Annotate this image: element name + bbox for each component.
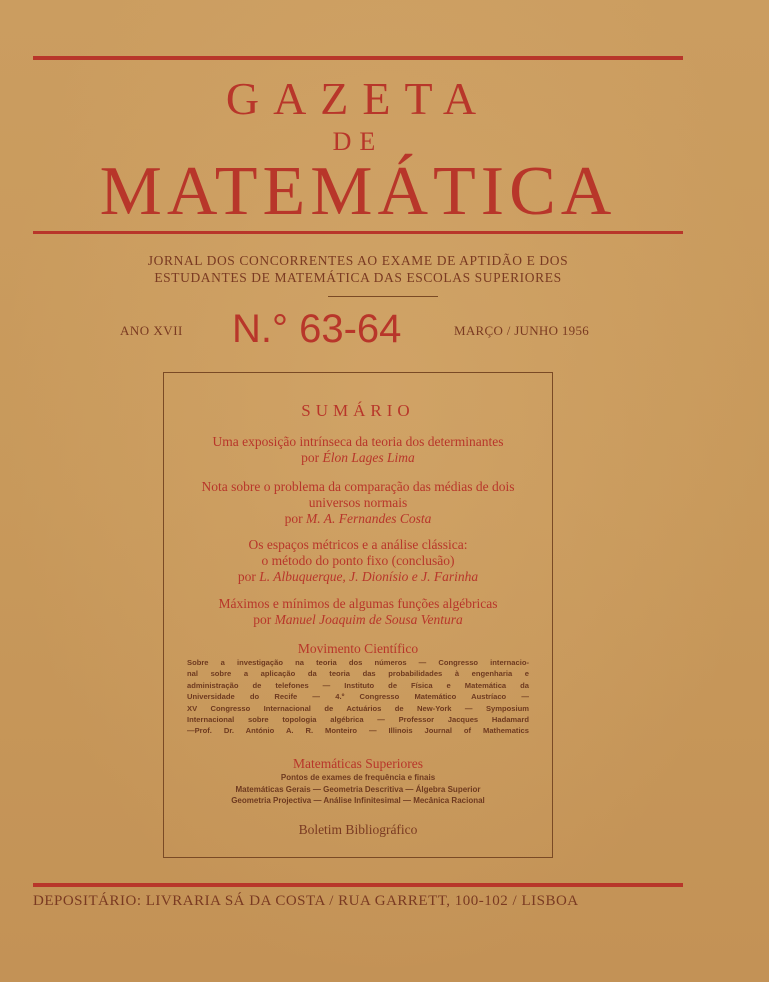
- subtitle-divider: [328, 296, 438, 297]
- author-prefix: por: [284, 511, 303, 526]
- movimento-line: nal sobre a aplicação da teoria das probabilidades à engenharia e: [187, 669, 529, 679]
- article-title: Nota sobre o problema da comparação das médias de dois: [201, 479, 515, 494]
- article-title-cont: o método do ponto fixo (conclusão): [261, 553, 455, 568]
- issue-year: ANO XVII: [120, 323, 183, 338]
- movimento-list: [187, 657, 529, 737]
- movimento-line: —Prof. Dr. António A. R. Monteiro — Illinois Journal of Mathematics: [187, 726, 529, 736]
- boletim-bibliografico: Boletim Bibliográfico: [298, 822, 418, 837]
- superiores-line: Pontos de exames de frequência e finais: [280, 773, 436, 782]
- title-rule: [33, 231, 683, 234]
- article-2: [163, 479, 553, 527]
- article-title: Uma exposição intrínseca da teoria dos determinantes: [212, 434, 504, 449]
- article-author: Élon Lages Lima: [322, 450, 415, 465]
- superiores-heading: Matemáticas Superiores: [292, 756, 424, 771]
- superiores-line: Geometria Projectiva — Análise Infinitesimal — Mecânica Racional: [231, 796, 485, 805]
- title-de: DE: [332, 127, 384, 156]
- title-matematica: MATEMÁTICA: [99, 153, 617, 230]
- movimento-line: Internacional sobre topologia algébrica — Professor Jacques Hadamard: [187, 715, 529, 725]
- depositario: DEPOSITÁRIO: LIVRARIA SÁ DA COSTA / RUA GARRETT, 100-102 / LISBOA: [33, 893, 579, 909]
- movimento-line: XV Congresso Internacional de Actuários de New-York — Symposium: [187, 703, 529, 713]
- article-4: [163, 596, 553, 628]
- article-title: Máximos e mínimos de algumas funções algébricas: [218, 596, 498, 611]
- article-1: [163, 434, 553, 466]
- summary-title: SUMÁRIO: [301, 401, 415, 420]
- title-gazeta: GAZETA: [225, 73, 491, 124]
- subtitle: [0, 252, 716, 286]
- article-title-cont: universos normais: [308, 495, 408, 510]
- author-prefix: por: [301, 450, 320, 465]
- article-title: Os espaços métricos e a análise clássica:: [248, 537, 468, 552]
- superiores-line: Matemáticas Gerais — Geometria Descritiva — Álgebra Superior: [235, 784, 481, 794]
- superiores-list: [163, 772, 553, 807]
- issue-number: N.° 63-64: [232, 307, 402, 351]
- author-prefix: por: [237, 569, 256, 584]
- bottom-rule: [33, 883, 683, 887]
- movimento-heading: Movimento Científico: [297, 641, 419, 656]
- article-author: M. A. Fernandes Costa: [306, 511, 432, 526]
- author-prefix: por: [253, 612, 272, 627]
- movimento-line: Sobre a investigação na teoria dos números — Congresso internacio-: [187, 658, 529, 667]
- article-author: Manuel Joaquim de Sousa Ventura: [274, 612, 463, 627]
- subtitle-line-1: JORNAL DOS CONCORRENTES AO EXAME DE APTIDÃO E DOS: [147, 253, 569, 268]
- top-rule: [33, 56, 683, 60]
- movimento-line: administração de telefones — Instituto de Física e Matemática da: [187, 680, 529, 690]
- subtitle-line-2: ESTUDANTES DE MATEMÁTICA DAS ESCOLAS SUPERIORES: [154, 270, 562, 285]
- movimento-line: Universidade do Recife — 4.º Congresso Matemático Austríaco —: [187, 692, 529, 702]
- article-3: [163, 537, 553, 585]
- article-author: L. Albuquerque, J. Dionísio e J. Farinha: [259, 569, 479, 584]
- issue-date: MARÇO / JUNHO 1956: [454, 323, 590, 338]
